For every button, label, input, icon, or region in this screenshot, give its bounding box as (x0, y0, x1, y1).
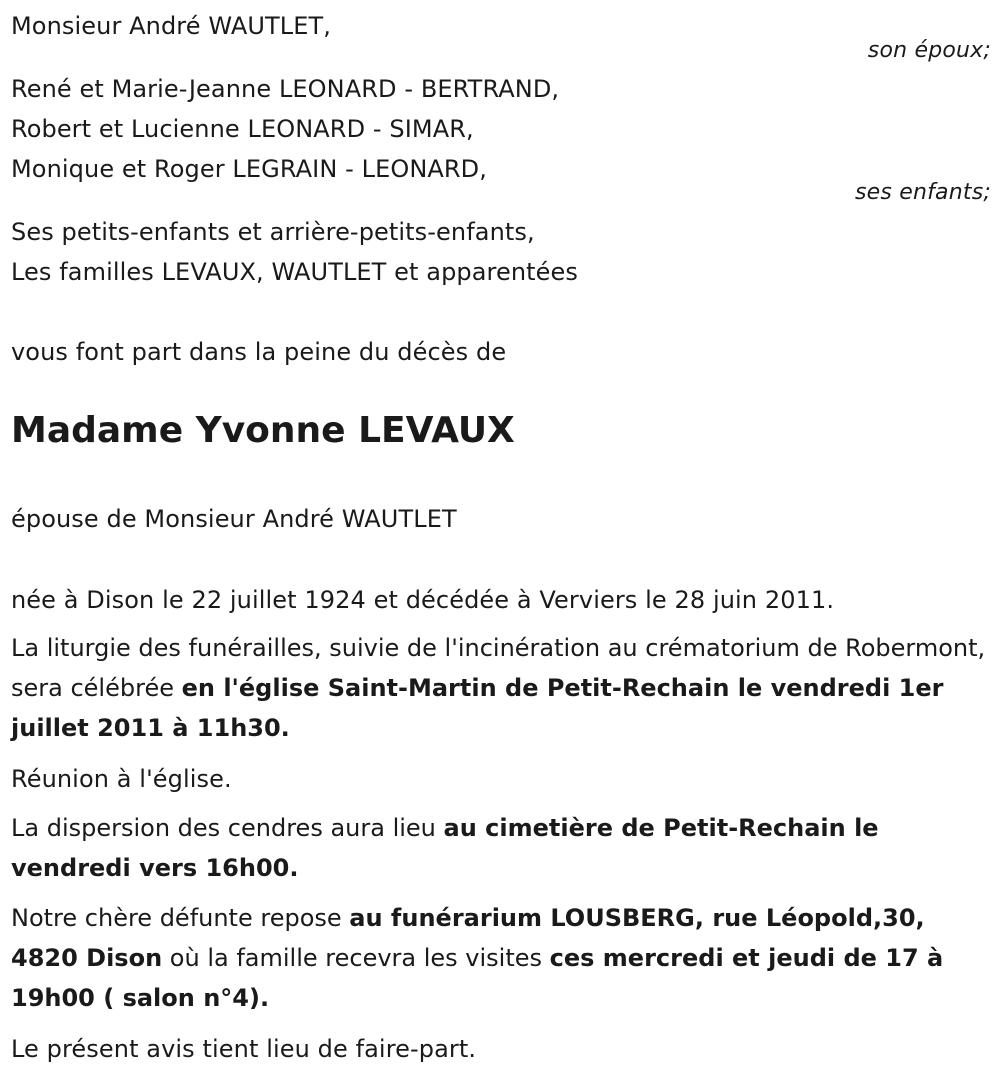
dispersion-paragraph (11, 808, 986, 888)
children-role: ses enfants; (854, 180, 991, 205)
families-line: Les familles LEVAUX, WAUTLET et apparentées (11, 258, 579, 286)
visitation-text-2: où la famille recevra les visites (162, 944, 550, 972)
funeral-paragraph (11, 628, 986, 748)
grandchildren-line: Ses petits-enfants et arrière-petits-enfants, (11, 218, 535, 246)
deceased-name: Madame Yvonne LEVAUX (11, 410, 515, 451)
child-line-3: Monique et Roger LEGRAIN - LEONARD, (11, 155, 487, 183)
intro-line: vous font part dans la peine du décès de (11, 338, 507, 366)
visitation-hours: ces mercredi et jeudi de 17 à 19h00 ( salon n°4). (11, 944, 944, 1012)
husband-name: Monsieur André WAUTLET, (11, 12, 332, 40)
spouse-line: épouse de Monsieur André WAUTLET (11, 505, 457, 533)
visitation-location: au funérarium LOUSBERG, rue Léopold,30, 4820 Dison (11, 904, 925, 972)
husband-role: son époux; (867, 38, 991, 63)
funeral-location-time: en l'église Saint-Martin de Petit-Rechain le vendredi 1er juillet 2011 à 11h30. (11, 674, 944, 742)
closing-line: Le présent avis tient lieu de faire-part. (11, 1035, 477, 1063)
child-line-1: René et Marie-Jeanne LEONARD - BERTRAND, (11, 75, 560, 103)
meeting-line: Réunion à l'église. (11, 765, 232, 793)
dispersion-text: La dispersion des cendres aura lieu (11, 814, 444, 842)
child-line-2: Robert et Lucienne LEONARD - SIMAR, (11, 115, 474, 143)
dates-line: née à Dison le 22 juillet 1924 et décédée à Verviers le 28 juin 2011. (11, 586, 835, 614)
visitation-paragraph (11, 898, 989, 1018)
funeral-text: La liturgie des funérailles, suivie de l'incinération au crématorium de Robermont, sera célébrée (11, 634, 986, 702)
visitation-text-1: Notre chère défunte repose (11, 904, 350, 932)
dispersion-location-time: au cimetière de Petit-Rechain le vendredi vers 16h00. (11, 814, 879, 882)
